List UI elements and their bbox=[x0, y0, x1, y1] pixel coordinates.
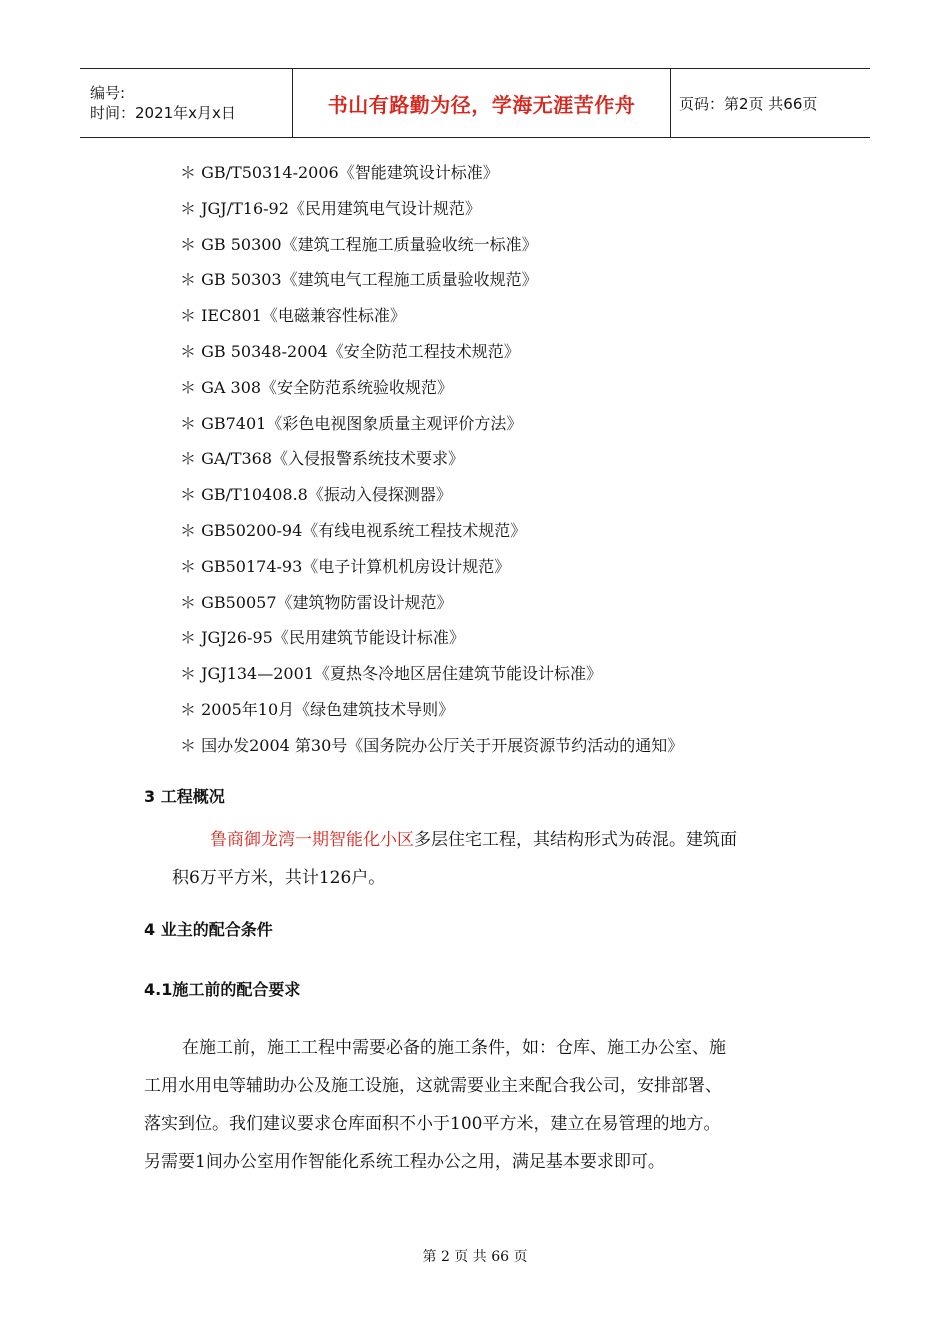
document-number-label: 编号: bbox=[90, 84, 126, 102]
motto-text: 书山有路勤为径，学海无涯苦作舟 bbox=[327, 92, 636, 117]
list-item: ＊ 2005年10月《绿色建筑技术导则》 bbox=[180, 699, 455, 719]
standards-list bbox=[180, 158, 683, 767]
section-4-1-heading: 4.1施工前的配合要求 bbox=[144, 980, 301, 999]
list-item: ＊ GA/T368《入侵报警系统技术要求》 bbox=[180, 449, 465, 469]
list-item: ＊ GB50174-93《电子计算机机房设计规范》 bbox=[180, 556, 511, 576]
project-name: 鲁商御龙湾一期智能化小区 bbox=[210, 830, 414, 850]
header-motto bbox=[292, 69, 671, 137]
header-page-text: 页码：第2页 共66页 bbox=[679, 94, 818, 113]
section-3-heading: 3 工程概况 bbox=[144, 787, 225, 806]
footer-page-number: 第 2 页 共 66 页 bbox=[422, 1249, 528, 1265]
list-item: ＊ GB50200-94《有线电视系统工程技术规范》 bbox=[180, 520, 527, 540]
list-item: ＊ JGJ134—2001《夏热冬冷地区居住建筑节能设计标准》 bbox=[180, 664, 602, 684]
list-item: ＊ JGJ/T16-92《民用建筑电气设计规范》 bbox=[180, 198, 481, 218]
list-item: ＊ GB7401《彩色电视图象质量主观评价方法》 bbox=[180, 413, 523, 433]
list-item: ＊ GB 50300《建筑工程施工质量验收统一标准》 bbox=[180, 234, 538, 254]
list-item: ＊ GB/T10408.8《振动入侵探测器》 bbox=[180, 485, 452, 505]
section-4-heading: 4 业主的配合条件 bbox=[144, 920, 273, 939]
list-item: ＊ JGJ26-95《民用建筑节能设计标准》 bbox=[180, 628, 465, 648]
list-item: ＊ GB50057《建筑物防雷设计规范》 bbox=[180, 592, 453, 612]
section-4-1-line-4: 另需要1间办公室用作智能化系统工程办公之用，满足基本要求即可。 bbox=[144, 1152, 665, 1172]
list-item: ＊ GB 50303《建筑电气工程施工质量验收规范》 bbox=[180, 270, 538, 290]
list-item: ＊ 国办发2004 第30号《国务院办公厅关于开展资源节约活动的通知》 bbox=[180, 735, 684, 755]
list-item: ＊ GB/T50314-2006《智能建筑设计标准》 bbox=[180, 163, 499, 182]
section-3-line-2: 积6万平方米，共计126户。 bbox=[172, 868, 386, 888]
header-page-info bbox=[671, 69, 870, 137]
section-3-line-1 bbox=[210, 822, 737, 859]
list-item: ＊ GA 308《安全防范系统验收规范》 bbox=[180, 377, 454, 397]
header-meta bbox=[80, 69, 292, 137]
document-time-label: 时间：2021年x月x日 bbox=[90, 104, 236, 122]
section-4-1-line-1: 在施工前，施工工程中需要必备的施工条件，如：仓库、施工办公室、施 bbox=[182, 1038, 726, 1058]
section-3-line-1-text: 多层住宅工程，其结构形式为砖混。建筑面 bbox=[414, 830, 737, 850]
list-item: ＊ GB 50348-2004《安全防范工程技术规范》 bbox=[180, 341, 520, 361]
page-header bbox=[80, 68, 870, 138]
section-4-1-line-3: 落实到位。我们建议要求仓库面积不小于100平方米，建立在易管理的地方。 bbox=[144, 1114, 721, 1134]
section-4-1-line-2: 工用水用电等辅助办公及施工设施，这就需要业主来配合我公司，安排部署、 bbox=[144, 1076, 722, 1096]
list-item: ＊ IEC801《电磁兼容性标准》 bbox=[180, 306, 406, 326]
page-footer bbox=[0, 1246, 950, 1266]
